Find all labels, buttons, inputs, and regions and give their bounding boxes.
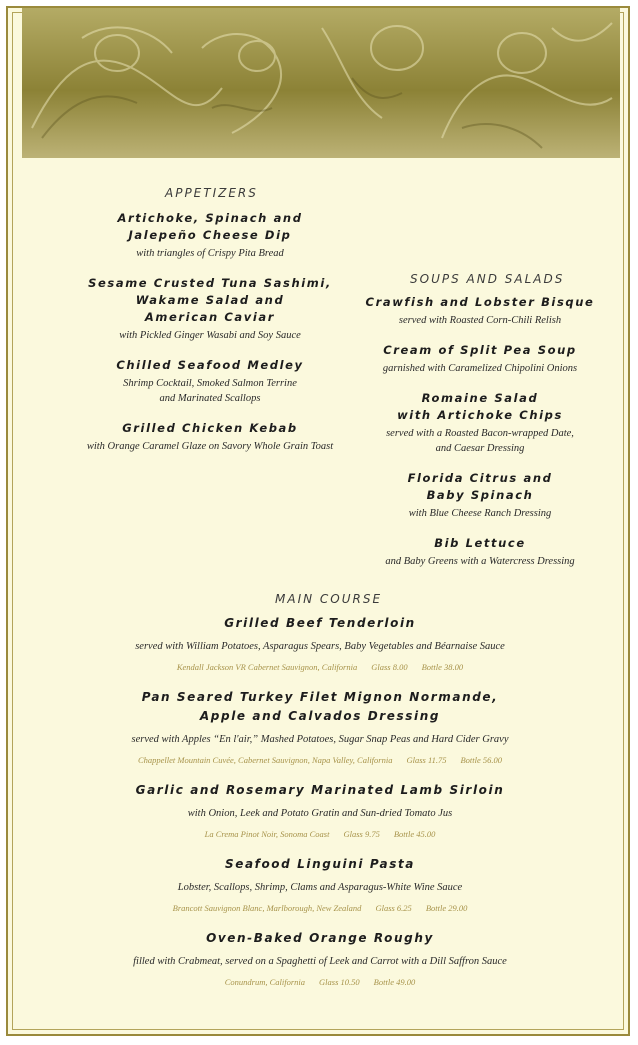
main-course-item-description: filled with Crabmeat, served on a Spaghetti of Leek and Carrot with a Dill Saffron Sauce (133, 956, 507, 967)
main-course-item-name: Pan Seared Turkey Filet Mignon Normande, Apple and Calvados Dressing (141, 690, 499, 723)
appetizer-item-description: Shrimp Cocktail, Smoked Salmon Terrine and Marinated Scallops (123, 378, 297, 404)
main-course-item-description: served with William Potatoes, Asparagus Spears, Baby Vegetables and Béarnaise Sauce (135, 641, 505, 652)
soup-salad-item-description: with Blue Cheese Ranch Dressing (408, 508, 552, 519)
embossed-characters-illustration (22, 8, 620, 158)
appetizer-item (80, 420, 340, 454)
main-course-item (22, 929, 618, 987)
wine-name: La Crema Pinot Noir, Sonoma Coast (204, 829, 330, 839)
appetizer-item (80, 210, 340, 261)
wine-bottle-price: Bottle 56.00 (460, 755, 503, 765)
appetizer-item (80, 275, 340, 343)
soup-salad-item-name: Bib Lettuce (434, 536, 526, 550)
appetizers-list (80, 210, 340, 468)
wine-name: Conundrum, California (224, 977, 306, 987)
wine-glass-price: Glass 11.75 (406, 755, 447, 765)
soups-salads-heading: SOUPS AND SALADS (410, 272, 565, 286)
soup-salad-item (360, 390, 600, 456)
wine-bottle-price: Bottle 49.00 (373, 977, 416, 987)
main-course-item (22, 688, 618, 765)
soup-salad-item-description: served with a Roasted Bacon-wrapped Date, and Caesar Dressing (386, 428, 574, 454)
appetizer-item-name: Chilled Seafood Medley (116, 358, 304, 372)
wine-pairing (22, 755, 618, 765)
wine-name: Brancott Sauvignon Blanc, Marlborough, New Zealand (172, 903, 362, 913)
soup-salad-item-description: and Baby Greens with a Watercress Dressing (385, 556, 575, 567)
main-course-item (22, 614, 618, 672)
soup-salad-item-name: Crawfish and Lobster Bisque (365, 295, 595, 309)
appetizer-item-description: with Orange Caramel Glaze on Savory Whole Grain Toast (86, 441, 334, 452)
wine-pairing (22, 903, 618, 913)
appetizer-item-name: Sesame Crusted Tuna Sashimi, Wakame Salad and American Caviar (88, 276, 332, 324)
wine-pairing (22, 977, 618, 987)
soup-salad-item-name: Florida Citrus and Baby Spinach (407, 471, 553, 502)
main-course-list (22, 614, 618, 1003)
main-course-item-description: Lobster, Scallops, Shrimp, Clams and Asparagus-White Wine Sauce (177, 882, 463, 893)
appetizer-item-name: Artichoke, Spinach and Jalepeño Cheese Dip (117, 211, 303, 242)
soup-salad-item-description: served with Roasted Corn-Chili Relish (398, 315, 562, 326)
main-course-item-name: Garlic and Rosemary Marinated Lamb Sirloin (135, 783, 505, 797)
wine-glass-price: Glass 10.50 (319, 977, 360, 987)
soup-salad-item-name: Romaine Salad with Artichoke Chips (397, 391, 563, 422)
appetizers-heading: APPETIZERS (165, 186, 258, 200)
wine-bottle-price: Bottle 45.00 (393, 829, 436, 839)
soup-salad-item-description: garnished with Caramelized Chipolini Onions (382, 363, 578, 374)
soup-salad-item (360, 535, 600, 569)
wine-glass-price: Glass 6.25 (375, 903, 412, 913)
appetizer-item-name: Grilled Chicken Kebab (122, 421, 298, 435)
wine-name: Chappellet Mountain Cuvée, Cabernet Sauvignon, Napa Valley, California (137, 755, 393, 765)
wine-glass-price: Glass 9.75 (343, 829, 380, 839)
main-course-item-description: with Onion, Leek and Potato Gratin and Sun-dried Tomato Jus (187, 808, 453, 819)
main-course-item-name: Grilled Beef Tenderloin (224, 616, 416, 630)
soup-salad-item (360, 342, 600, 376)
appetizer-item-description: with Pickled Ginger Wasabi and Soy Sauce (119, 330, 301, 341)
wine-glass-price: Glass 8.00 (371, 662, 408, 672)
appetizer-item-description: with triangles of Crispy Pita Bread (136, 248, 284, 259)
soups-salads-list (360, 294, 600, 583)
main-course-item-description: served with Apples “En l'air,” Mashed Potatoes, Sugar Snap Peas and Hard Cider Gravy (131, 734, 509, 745)
wine-pairing (22, 829, 618, 839)
soup-salad-item-name: Cream of Split Pea Soup (383, 343, 577, 357)
soup-salad-item (360, 294, 600, 328)
main-course-item-name: Seafood Linguini Pasta (224, 857, 416, 871)
wine-bottle-price: Bottle 38.00 (421, 662, 464, 672)
wine-bottle-price: Bottle 29.00 (425, 903, 468, 913)
main-course-heading: MAIN COURSE (275, 592, 383, 606)
main-course-item (22, 855, 618, 913)
main-course-item (22, 781, 618, 839)
main-course-item-name: Oven-Baked Orange Roughy (206, 931, 434, 945)
wine-name: Kendall Jackson VR Cabernet Sauvignon, California (176, 662, 358, 672)
wine-pairing (22, 662, 618, 672)
appetizer-item (80, 357, 340, 406)
soup-salad-item (360, 470, 600, 521)
decorative-banner (22, 8, 620, 158)
